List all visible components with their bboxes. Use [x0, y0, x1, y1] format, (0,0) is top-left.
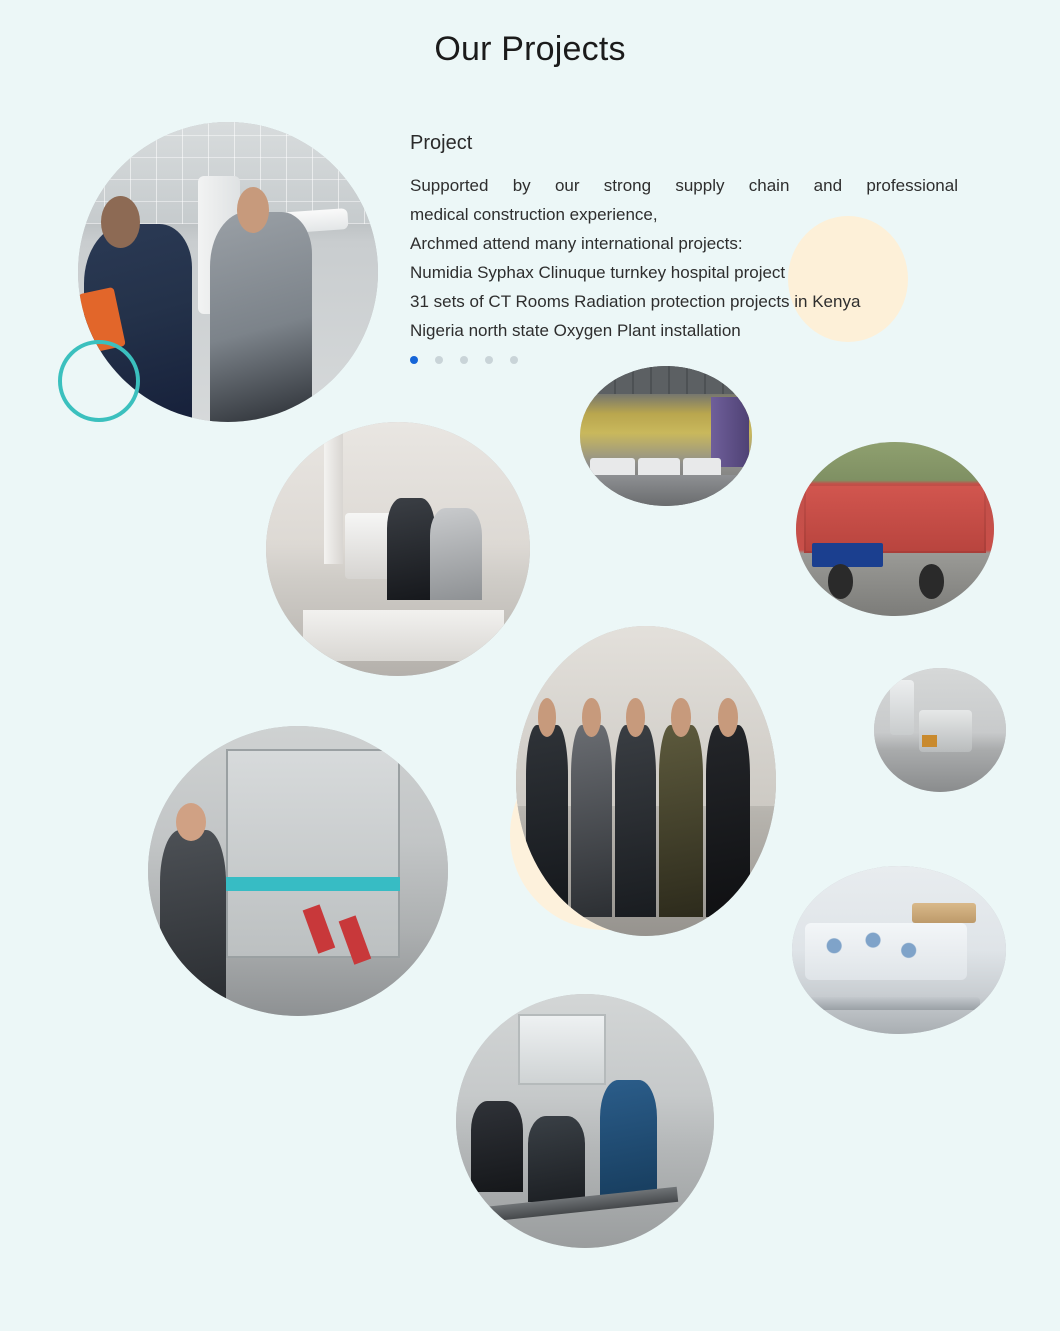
photo-hospital-ward-beds[interactable] [580, 366, 752, 506]
section-label: Project [410, 132, 473, 154]
photo-equipment-service-lab[interactable] [266, 422, 530, 676]
photo-image [792, 866, 1006, 1034]
paragraph-line: Supported by our strong supply chain and professional [410, 176, 958, 195]
paragraph-line: Numidia Syphax Clinuque turnkey hospital project [410, 263, 786, 282]
project-text-block [410, 132, 958, 345]
carousel-dot-1[interactable] [410, 356, 418, 364]
paragraph-line: Nigeria north state Oxygen Plant installation [410, 321, 741, 340]
carousel-dot-5[interactable] [510, 356, 518, 364]
carousel-dot-2[interactable] [435, 356, 443, 364]
photo-project-team-group[interactable] [516, 626, 776, 936]
photo-shipping-container-truck[interactable] [796, 442, 994, 616]
paragraph-line: Archmed attend many international projects: [410, 234, 743, 253]
photo-xray-machine-room[interactable] [874, 668, 1006, 792]
carousel-dot-4[interactable] [485, 356, 493, 364]
page-title: Our Projects [434, 30, 626, 68]
photo-image [266, 422, 530, 676]
photo-patient-bed-product[interactable] [792, 866, 1006, 1034]
carousel-dot-3[interactable] [460, 356, 468, 364]
photo-image [874, 668, 1006, 792]
photo-image [516, 626, 776, 936]
project-paragraph [410, 171, 958, 345]
photo-image [796, 442, 994, 616]
carousel-dots[interactable] [410, 356, 518, 364]
photo-image [580, 366, 752, 506]
decorative-ring-teal [58, 340, 140, 422]
photo-radiation-shielding-panel[interactable] [148, 726, 448, 1016]
paragraph-line: medical construction experience, [410, 205, 658, 224]
photo-image [148, 726, 448, 1016]
paragraph-line: 31 sets of CT Rooms Radiation protection projects in Kenya [410, 292, 861, 311]
photo-image [456, 994, 714, 1248]
photo-floor-rail-installation[interactable] [456, 994, 714, 1248]
